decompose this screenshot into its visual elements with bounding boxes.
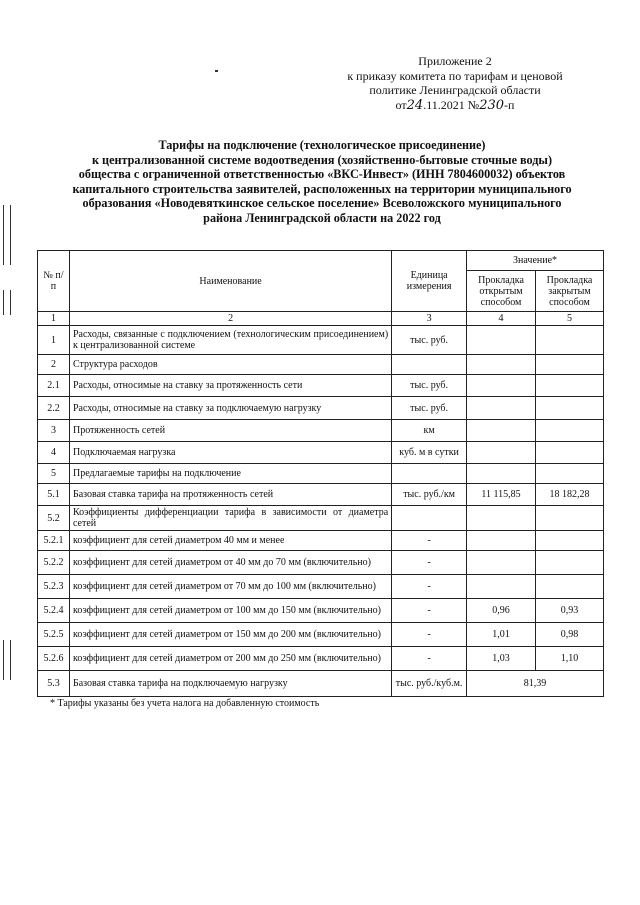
footnote: * Тарифы указаны без учета налога на добавленную стоимость: [50, 698, 320, 709]
header-name: Наименование: [69, 251, 391, 312]
table-row: 2.2 Расходы, относимые на ставку за подключаемую нагрузку тыс. руб.: [38, 397, 604, 420]
table-row: 3 Протяженность сетей км: [38, 420, 604, 442]
scan-mark: [10, 640, 11, 680]
table-row: 5.2.4 коэффициент для сетей диаметром от 100 мм до 150 мм (включительно) - 0,96 0,93: [38, 599, 604, 623]
col-number: 1: [38, 312, 70, 326]
table-row: 5.2.1 коэффициент для сетей диаметром 40 мм и менее -: [38, 531, 604, 551]
appendix-line-2: к приказу комитета по тарифам и ценовой: [347, 68, 563, 83]
scan-mark: [3, 290, 4, 315]
appendix-line-3: политике Ленинградской области: [369, 83, 541, 97]
scan-dot: [215, 70, 218, 72]
appendix-header: [330, 54, 580, 113]
table-row: 5.2.6 коэффициент для сетей диаметром от 200 мм до 250 мм (включительно) - 1,03 1,10: [38, 647, 604, 671]
scan-mark: [3, 640, 4, 680]
scan-mark: [3, 205, 4, 265]
header-value: Значение*: [467, 251, 604, 271]
base-rate-load-value: 81,39: [467, 671, 604, 697]
table-row: 4 Подключаемая нагрузка куб. м в сутки: [38, 442, 604, 464]
header-num: № п/п: [38, 251, 70, 312]
document-title: Тарифы на подключение (технологическое присоединение) к централизованной системе водоотведения (хозяйственно-бытовые сточные воды) общества с ограниченной ответственностью «ВКС-Инвест» (ИНН 7804600032) объектов капитального строительства заявителей, расположенных на территории муниципального образования «Новодевяткинское сельское поселение» Всеволожского муниципального района Ленинградской области на 2022 год: [72, 138, 572, 225]
col-number: 2: [69, 312, 391, 326]
table-row: 5.2.5 коэффициент для сетей диаметром от 150 мм до 200 мм (включительно) - 1,01 0,98: [38, 623, 604, 647]
date-day: 24: [406, 97, 424, 113]
col-number: 4: [467, 312, 536, 326]
table-row: 5.1 Базовая ставка тарифа на протяженность сетей тыс. руб./км 11 115,85 18 182,28: [38, 484, 604, 506]
header-unit: Единица измерения: [392, 251, 467, 312]
scan-mark: [10, 205, 11, 265]
table-row: 5.2 Коэффициенты дифференциации тарифа в зависимости от диаметра сетей: [38, 506, 604, 531]
scan-mark: [10, 290, 11, 315]
order-number: 230: [479, 97, 505, 113]
tariff-table: [37, 250, 604, 697]
table-row: 5.3 Базовая ставка тарифа на подключаемую нагрузку тыс. руб./куб.м. 81,39: [38, 671, 604, 697]
table-row: 1 Расходы, связанные с подключением (технологическим присоединением) к централизованной системе тыс. руб.: [38, 326, 604, 355]
col-number: 5: [536, 312, 604, 326]
appendix-line-1: Приложение 2: [418, 54, 492, 68]
table-row: 5.2.3 коэффициент для сетей диаметром от 70 мм до 100 мм (включительно) -: [38, 575, 604, 599]
table-row: 5.2.2 коэффициент для сетей диаметром от 40 мм до 70 мм (включительно) -: [38, 551, 604, 575]
col-number: 3: [392, 312, 467, 326]
table-row: 2 Структура расходов: [38, 355, 604, 375]
header-open: Прокладка открытым способом: [467, 271, 536, 312]
appendix-date: от24.11.2021 №230-п: [395, 97, 515, 113]
table-row: 2.1 Расходы, относимые на ставку за протяженность сети тыс. руб.: [38, 375, 604, 397]
header-closed: Прокладка закрытым способом: [536, 271, 604, 312]
table-row: 5 Предлагаемые тарифы на подключение: [38, 464, 604, 484]
